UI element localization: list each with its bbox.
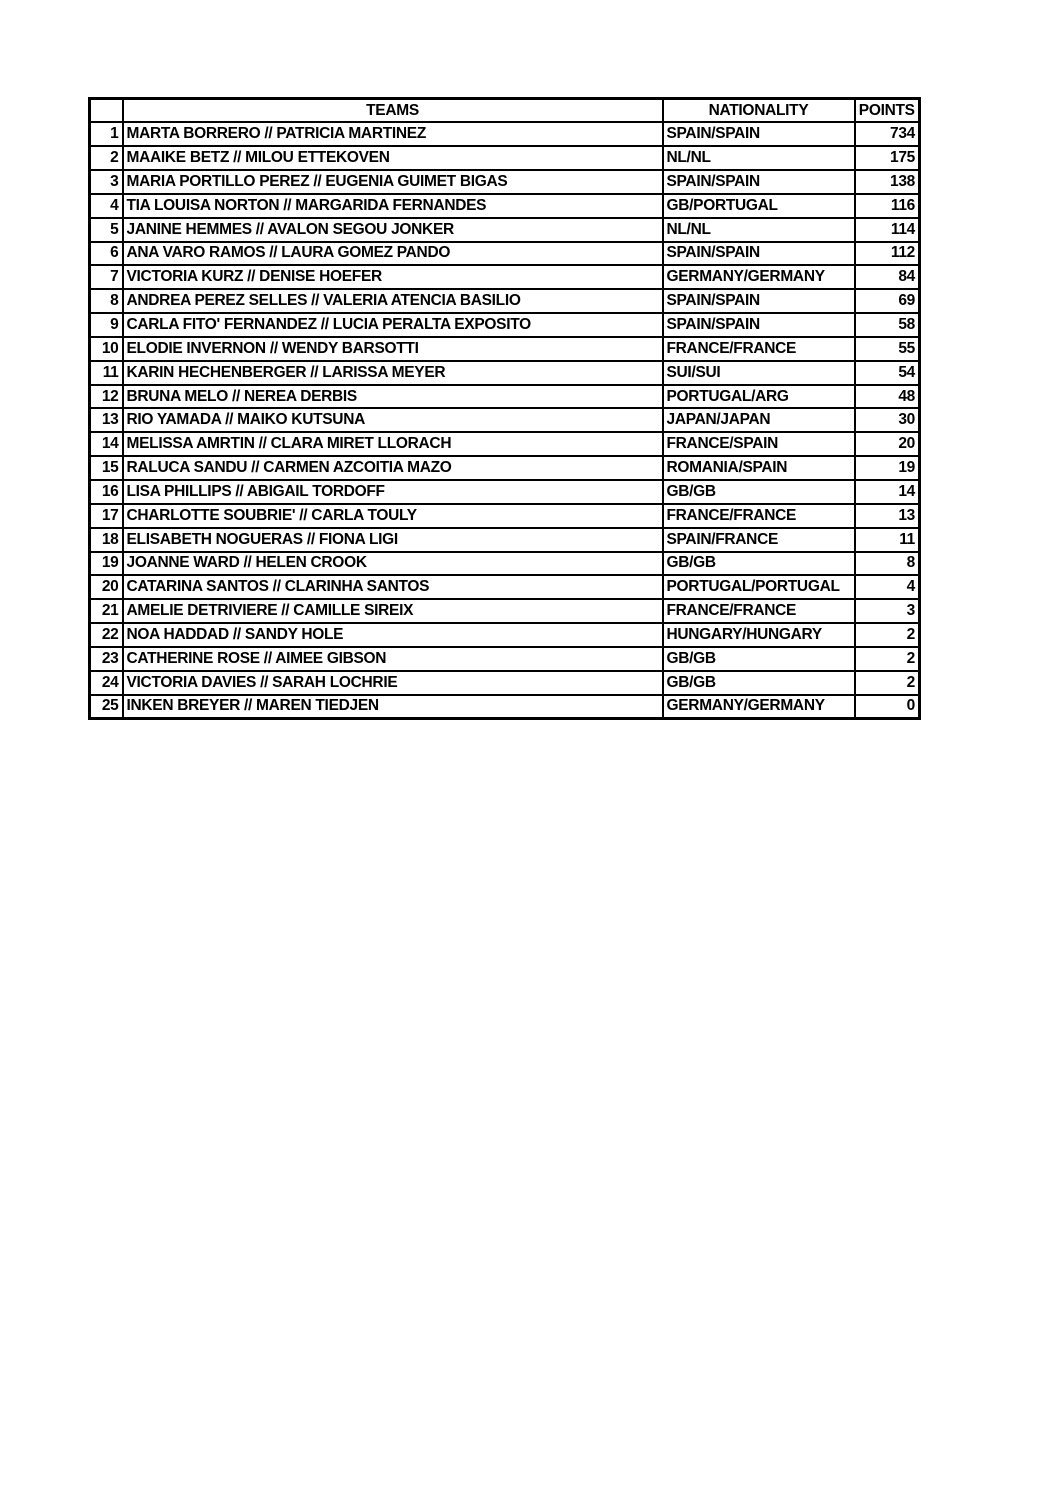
points-cell: 19 bbox=[855, 456, 920, 480]
table-row bbox=[90, 456, 920, 480]
table-row bbox=[90, 122, 920, 146]
team-cell: AMELIE DETRIVIERE // CAMILLE SIREIX bbox=[123, 599, 663, 623]
nationality-cell: GB/GB bbox=[663, 671, 855, 695]
points-cell: 14 bbox=[855, 480, 920, 504]
nationality-cell: NL/NL bbox=[663, 218, 855, 242]
rank-cell: 7 bbox=[90, 265, 123, 289]
points-cell: 4 bbox=[855, 575, 920, 599]
rank-column-header bbox=[90, 99, 123, 123]
team-cell: ANA VARO RAMOS // LAURA GOMEZ PANDO bbox=[123, 242, 663, 266]
rankings-table bbox=[88, 97, 921, 720]
team-cell: BRUNA MELO // NEREA DERBIS bbox=[123, 385, 663, 409]
rank-cell: 25 bbox=[90, 695, 123, 719]
points-cell: 55 bbox=[855, 337, 920, 361]
teams-column-header: TEAMS bbox=[123, 99, 663, 123]
points-cell: 8 bbox=[855, 552, 920, 576]
nationality-cell: GERMANY/GERMANY bbox=[663, 265, 855, 289]
points-cell: 30 bbox=[855, 408, 920, 432]
team-cell: NOA HADDAD // SANDY HOLE bbox=[123, 623, 663, 647]
table-row bbox=[90, 361, 920, 385]
table-row bbox=[90, 599, 920, 623]
header-row bbox=[90, 99, 920, 123]
team-cell: MELISSA AMRTIN // CLARA MIRET LLORACH bbox=[123, 432, 663, 456]
nationality-cell: SUI/SUI bbox=[663, 361, 855, 385]
table-row bbox=[90, 194, 920, 218]
points-cell: 48 bbox=[855, 385, 920, 409]
nationality-cell: NL/NL bbox=[663, 146, 855, 170]
team-cell: ELISABETH NOGUERAS // FIONA LIGI bbox=[123, 528, 663, 552]
nationality-cell: JAPAN/JAPAN bbox=[663, 408, 855, 432]
nationality-cell: SPAIN/SPAIN bbox=[663, 242, 855, 266]
table-row bbox=[90, 695, 920, 719]
nationality-cell: GB/PORTUGAL bbox=[663, 194, 855, 218]
rank-cell: 22 bbox=[90, 623, 123, 647]
table-row bbox=[90, 575, 920, 599]
rank-cell: 5 bbox=[90, 218, 123, 242]
nationality-cell: PORTUGAL/ARG bbox=[663, 385, 855, 409]
rank-cell: 1 bbox=[90, 122, 123, 146]
team-cell: KARIN HECHENBERGER // LARISSA MEYER bbox=[123, 361, 663, 385]
team-cell: CATHERINE ROSE // AIMEE GIBSON bbox=[123, 647, 663, 671]
team-cell: RALUCA SANDU // CARMEN AZCOITIA MAZO bbox=[123, 456, 663, 480]
points-cell: 69 bbox=[855, 289, 920, 313]
rank-cell: 20 bbox=[90, 575, 123, 599]
nationality-column-header: NATIONALITY bbox=[663, 99, 855, 123]
nationality-cell: FRANCE/FRANCE bbox=[663, 504, 855, 528]
table-row bbox=[90, 671, 920, 695]
nationality-cell: SPAIN/SPAIN bbox=[663, 122, 855, 146]
points-cell: 2 bbox=[855, 623, 920, 647]
nationality-cell: ROMANIA/SPAIN bbox=[663, 456, 855, 480]
table-row bbox=[90, 313, 920, 337]
points-cell: 20 bbox=[855, 432, 920, 456]
rank-cell: 21 bbox=[90, 599, 123, 623]
rank-cell: 6 bbox=[90, 242, 123, 266]
points-cell: 11 bbox=[855, 528, 920, 552]
rank-cell: 15 bbox=[90, 456, 123, 480]
rank-cell: 17 bbox=[90, 504, 123, 528]
team-cell: CATARINA SANTOS // CLARINHA SANTOS bbox=[123, 575, 663, 599]
table-row bbox=[90, 170, 920, 194]
table-row bbox=[90, 408, 920, 432]
rank-cell: 2 bbox=[90, 146, 123, 170]
points-cell: 2 bbox=[855, 671, 920, 695]
points-column-header: POINTS bbox=[855, 99, 920, 123]
nationality-cell: GERMANY/GERMANY bbox=[663, 695, 855, 719]
points-cell: 54 bbox=[855, 361, 920, 385]
nationality-cell: GB/GB bbox=[663, 480, 855, 504]
team-cell: CARLA FITO' FERNANDEZ // LUCIA PERALTA EXPOSITO bbox=[123, 313, 663, 337]
points-cell: 58 bbox=[855, 313, 920, 337]
points-cell: 734 bbox=[855, 122, 920, 146]
nationality-cell: FRANCE/SPAIN bbox=[663, 432, 855, 456]
rank-cell: 12 bbox=[90, 385, 123, 409]
nationality-cell: GB/GB bbox=[663, 647, 855, 671]
rank-cell: 23 bbox=[90, 647, 123, 671]
team-cell: JANINE HEMMES // AVALON SEGOU JONKER bbox=[123, 218, 663, 242]
points-cell: 114 bbox=[855, 218, 920, 242]
table-row bbox=[90, 504, 920, 528]
team-cell: JOANNE WARD // HELEN CROOK bbox=[123, 552, 663, 576]
nationality-cell: SPAIN/SPAIN bbox=[663, 170, 855, 194]
points-cell: 13 bbox=[855, 504, 920, 528]
rank-cell: 10 bbox=[90, 337, 123, 361]
team-cell: MARTA BORRERO // PATRICIA MARTINEZ bbox=[123, 122, 663, 146]
points-cell: 0 bbox=[855, 695, 920, 719]
nationality-cell: HUNGARY/HUNGARY bbox=[663, 623, 855, 647]
points-cell: 112 bbox=[855, 242, 920, 266]
rank-cell: 4 bbox=[90, 194, 123, 218]
table-row bbox=[90, 146, 920, 170]
rank-cell: 3 bbox=[90, 170, 123, 194]
team-cell: MARIA PORTILLO PEREZ // EUGENIA GUIMET BIGAS bbox=[123, 170, 663, 194]
nationality-cell: GB/GB bbox=[663, 552, 855, 576]
rank-cell: 9 bbox=[90, 313, 123, 337]
nationality-cell: FRANCE/FRANCE bbox=[663, 337, 855, 361]
team-cell: CHARLOTTE SOUBRIE' // CARLA TOULY bbox=[123, 504, 663, 528]
table-row bbox=[90, 265, 920, 289]
team-cell: VICTORIA DAVIES // SARAH LOCHRIE bbox=[123, 671, 663, 695]
rank-cell: 14 bbox=[90, 432, 123, 456]
points-cell: 84 bbox=[855, 265, 920, 289]
points-cell: 2 bbox=[855, 647, 920, 671]
team-cell: RIO YAMADA // MAIKO KUTSUNA bbox=[123, 408, 663, 432]
team-cell: INKEN BREYER // MAREN TIEDJEN bbox=[123, 695, 663, 719]
team-cell: VICTORIA KURZ // DENISE HOEFER bbox=[123, 265, 663, 289]
rank-cell: 24 bbox=[90, 671, 123, 695]
team-cell: ELODIE INVERNON // WENDY BARSOTTI bbox=[123, 337, 663, 361]
rankings-table-container bbox=[88, 97, 921, 720]
table-row bbox=[90, 218, 920, 242]
team-cell: LISA PHILLIPS // ABIGAIL TORDOFF bbox=[123, 480, 663, 504]
table-row bbox=[90, 385, 920, 409]
table-row bbox=[90, 647, 920, 671]
nationality-cell: FRANCE/FRANCE bbox=[663, 599, 855, 623]
rank-cell: 16 bbox=[90, 480, 123, 504]
team-cell: TIA LOUISA NORTON // MARGARIDA FERNANDES bbox=[123, 194, 663, 218]
points-cell: 138 bbox=[855, 170, 920, 194]
table-row bbox=[90, 528, 920, 552]
nationality-cell: SPAIN/SPAIN bbox=[663, 313, 855, 337]
table-row bbox=[90, 337, 920, 361]
points-cell: 175 bbox=[855, 146, 920, 170]
table-row bbox=[90, 623, 920, 647]
team-cell: MAAIKE BETZ // MILOU ETTEKOVEN bbox=[123, 146, 663, 170]
rank-cell: 11 bbox=[90, 361, 123, 385]
table-row bbox=[90, 242, 920, 266]
rank-cell: 19 bbox=[90, 552, 123, 576]
table-row bbox=[90, 480, 920, 504]
table-row bbox=[90, 289, 920, 313]
nationality-cell: SPAIN/FRANCE bbox=[663, 528, 855, 552]
points-cell: 116 bbox=[855, 194, 920, 218]
nationality-cell: SPAIN/SPAIN bbox=[663, 289, 855, 313]
table-row bbox=[90, 552, 920, 576]
team-cell: ANDREA PEREZ SELLES // VALERIA ATENCIA BASILIO bbox=[123, 289, 663, 313]
rank-cell: 18 bbox=[90, 528, 123, 552]
nationality-cell: PORTUGAL/PORTUGAL bbox=[663, 575, 855, 599]
rank-cell: 8 bbox=[90, 289, 123, 313]
points-cell: 3 bbox=[855, 599, 920, 623]
table-row bbox=[90, 432, 920, 456]
rank-cell: 13 bbox=[90, 408, 123, 432]
